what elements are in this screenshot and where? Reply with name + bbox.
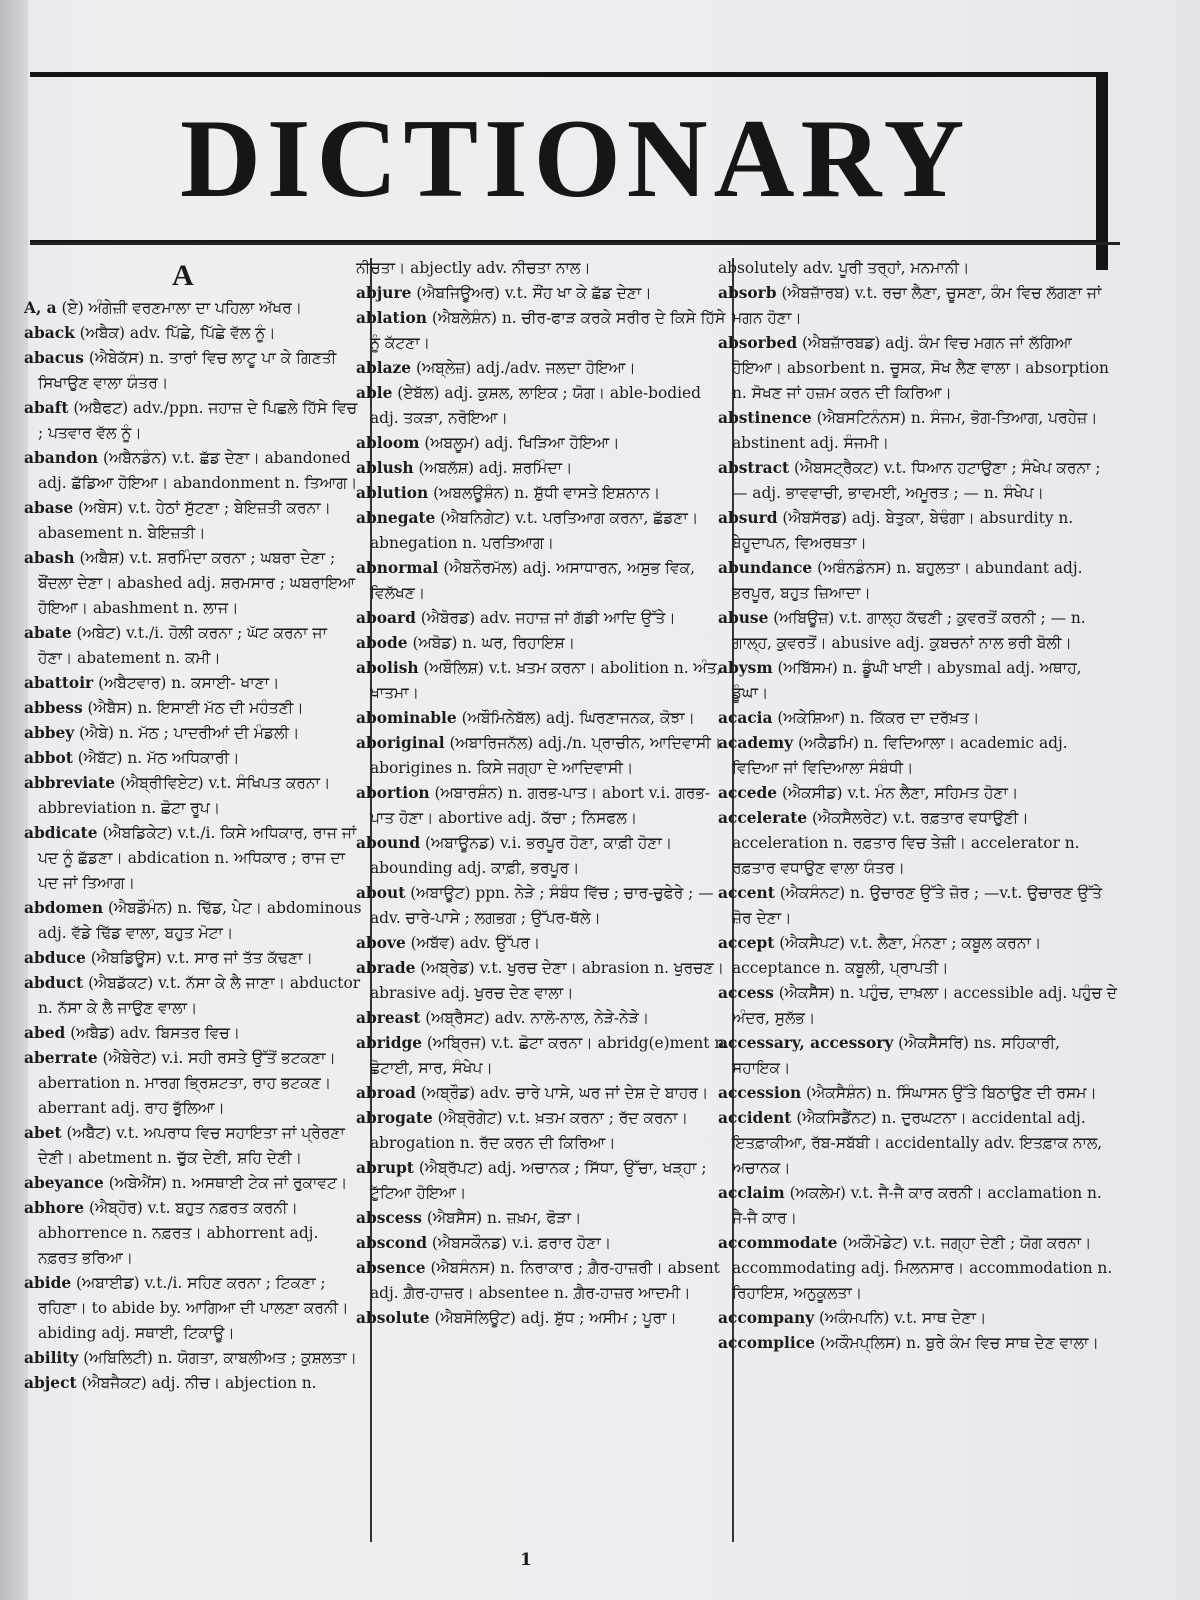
entry-definition: (ਐਬਜਿਊਅਰ) v.t. ਸੌਂਹ ਖਾ ਕੇ ਛੱਡ ਦੇਣਾ। [416,284,652,302]
entry-headword: accompany [718,1309,815,1327]
entry-headword: abloom [356,434,420,452]
dictionary-entry [718,606,1118,656]
entry-headword: abnegate [356,509,436,527]
entry-headword: accept [718,934,775,952]
entry-definition: (ਐਬ੍ਹੋਰ) v.t. ਬਹੁਤ ਨਫ਼ਰਤ ਕਰਨੀ। abhorrence n. ਨਫ਼ਰਤ। abhorrent adj. ਨਫ਼ਰਤ ਭਰਿਆ। [38,1199,319,1267]
entry-headword: abreast [356,1009,421,1027]
entry-headword: about [356,884,406,902]
section-letter: A [172,259,194,292]
entry-headword: abash [24,549,75,567]
entry-headword: abscond [356,1234,427,1252]
dictionary-entry [24,1271,362,1346]
entry-headword: A, a [24,299,57,317]
entry-list [356,256,734,1331]
entry-headword: abstract [718,459,790,477]
column-1 [24,256,362,1546]
entry-definition: (ਅਬੈਟਵਾਰ) n. ਕਸਾਈ- ਖਾਣਾ। [98,674,280,692]
dictionary-entry [356,881,734,931]
dictionary-entry [24,546,362,621]
entry-headword: accent [718,884,775,902]
entry-headword: abdicate [24,824,98,842]
dictionary-entry [24,821,362,896]
entry-headword: abbot [24,749,73,767]
entry-definition: (ਐਬਡਿਊਸ) v.t. ਸਾਰ ਜਾਂ ਤੱਤ ਕੱਢਣਾ। [90,949,313,967]
dictionary-entry [356,256,734,281]
entry-definition: (ਐਬਲੇਸ਼ੰਨ) n. ਚੀਰ-ਫਾੜ ਕਰਕੇ ਸਰੀਰ ਦੇ ਕਿਸੇ ਹਿੱਸੇ ਨੂੰ ਕੱਟਣਾ। [370,309,726,352]
entry-definition: (ਅਬ੍ਰੈਸਟ) adv. ਨਾਲੋ-ਨਾਲ, ਨੇੜੇ-ਨੇੜੇ। [425,1009,650,1027]
dictionary-entry [718,781,1118,806]
dictionary-entry [24,721,362,746]
dictionary-entry [24,396,362,446]
dictionary-entry [718,931,1118,981]
dictionary-entry [356,706,734,731]
dictionary-entry [24,1121,362,1171]
dictionary-entry [718,281,1118,331]
entry-definition: (ਅਬੇਟ) v.t./i. ਹੋਲੀ ਕਰਨਾ ; ਘੱਟ ਕਰਨਾ ਜਾ ਹੋਣਾ। abatement n. ਕਮੀ। [38,624,327,667]
entry-definition: (ਅਬੇਸ) v.t. ਹੇਠਾਂ ਸੁੱਟਣਾ ; ਬੇਇਜ਼ਤੀ ਕਰਨਾ। abasement n. ਬੇਇਜ਼ਤੀ। [38,499,331,542]
entry-headword: abstinence [718,409,812,427]
entry-headword: abrogate [356,1109,433,1127]
entry-definition: (ਐਕਸਿਡੈਂਨਟ) n. ਦੁਰਘਟਨਾ। accidental adj. ਇਤਫ਼ਾਕੀਆ, ਰੱਬ-ਸਬੱਬੀ। accidentally adv. ਇਤਫ਼ਾਕ ਨਾਲ, ਅਚਾਨਕ। [732,1109,1103,1177]
entry-headword: abdomen [24,899,104,917]
entry-definition: (ਅਬਲੱਸ਼) adj. ਸ਼ਰਮਿੰਦਾ। [418,459,573,477]
dictionary-entry [24,1346,362,1371]
entry-definition: (ਐਬੋਰਡ) adv. ਜਹਾਜ਼ ਜਾਂ ਗੱਡੀ ਆਦਿ ਉੱਤੇ। [420,609,676,627]
page-title: DICTIONARY [180,97,971,221]
entry-definition: absolutely adv. ਪੂਰੀ ਤਰ੍ਹਾਂ, ਮਨਮਾਨੀ। [718,259,970,277]
entry-definition: (ਅਕੇਸ਼ਿਆ) n. ਕਿੱਕਰ ਦਾ ਦਰੱਖ਼ਤ। [777,709,980,727]
entry-definition: (ਐਬਡੌਮੰਨ) n. ਢਿੱਡ, ਪੇਟ। abdominous adj. ਵੱਡੇ ਢਿੱਡ ਵਾਲਾ, ਬਹੁਤ ਮੋਟਾ। [38,899,362,942]
dictionary-entry [24,971,362,1021]
dictionary-entry [718,656,1118,706]
entry-headword: abominable [356,709,457,727]
dictionary-entry [356,1206,734,1231]
entry-headword: abacus [24,349,84,367]
entry-headword: ablation [356,309,427,327]
entry-definition: (ਅਕੌਮਪ੍ਲਿਸ) n. ਬੁਰੇ ਕੰਮ ਵਿਚ ਸਾਥ ਦੇਣ ਵਾਲਾ। [819,1334,1099,1352]
entry-headword: abattoir [24,674,94,692]
column-2 [356,256,734,1546]
dictionary-entry [718,706,1118,731]
entry-definition: (ਅਬਲੂਮ) adj. ਖਿੜਿਆ ਹੋਇਆ। [424,434,620,452]
entry-definition: (ਅਬ੍ਰਿਜ) v.t. ਛੋਟਾ ਕਰਨਾ। abridg(e)ment n. ਛੋਟਾਈ, ਸਾਰ, ਸੰਖੇਪ। [370,1034,730,1077]
entry-definition: (ਅਕੈਡਮਿ) n. ਵਿਦਿਆਲਾ। academic adj. ਵਿਦਿਆ ਜਾਂ ਵਿਦਿਆਲਾ ਸੰਬੰਧੀ। [732,734,1068,777]
entry-definition: (ਐਕਸੈਲਰੇਟ) v.t. ਰਫ਼ਤਾਰ ਵਧਾਉਣੀ। acceleration n. ਰਫ਼ਤਾਰ ਵਿਚ ਤੇਜ਼ੀ। accelerator n. ਰਫ਼ਤਾਰ ਵਧਾਉਣ ਵਾਲਾ ਯੰਤਰ। [732,809,1080,877]
entry-headword: aback [24,324,75,342]
entry-headword: aberrate [24,1049,98,1067]
entry-headword: abate [24,624,72,642]
entry-definition: (ਅਬੈਡ) adv. ਬਿਸਤਰ ਵਿਚ। [70,1024,241,1042]
entry-definition: (ਅਬਿੱਸਮ) n. ਡੂੰਘੀ ਖਾਈ। abysmal adj. ਅਥਾਹ, ਡੂੰਘਾ। [732,659,1082,702]
entry-definition: (ਅਬ੍ਲੇਜ਼) adj./adv. ਜਲਦਾ ਹੋਇਆ। [416,359,636,377]
entry-headword: abuse [718,609,769,627]
entry-definition: (ਐਬਸਟ੍ਰੈਕਟ) v.t. ਧਿਆਨ ਹਟਾਉਣਾ ; ਸੰਖੇਪ ਕਰਨਾ ; — adj. ਭਾਵਵਾਚੀ, ਭਾਵਮਈ, ਅਮੂਰਤ ; — n. ਸੰਖੇਪ। [732,459,1101,502]
dictionary-entry [24,1046,362,1121]
entry-definition: (ਐਕਸੈਪਟ) v.t. ਲੈਣਾ, ਮੰਨਣਾ ; ਕਬੂਲ ਕਰਨਾ। acceptance n. ਕਬੂਲੀ, ਪ੍ਰਾਪਤੀ। [732,934,1042,977]
title-frame [30,72,1108,244]
dictionary-entry [24,1371,362,1396]
dictionary-entry [356,831,734,881]
dictionary-entry [356,381,734,431]
entry-headword: aboard [356,609,416,627]
dictionary-entry [356,1156,734,1206]
dictionary-entry [356,281,734,306]
entry-headword: abject [24,1374,77,1392]
dictionary-entry [356,1006,734,1031]
entry-headword: abandon [24,449,99,467]
entry-definition: (ਅਬਿਲਿਟੀ) n. ਯੋਗਤਾ, ਕਾਬਲੀਅਤ ; ਕੁਸ਼ਲਤਾ। [83,1349,357,1367]
entry-definition: (ਅਬਾਊਟ) ppn. ਨੇੜੇ ; ਸੰਬੰਧ ਵਿੱਚ ; ਚਾਰ-ਚੁਫੇਰੇ ; — adv. ਚਾਰੇ-ਪਾਸੇ ; ਲਗਭਗ ; ਉੱਪਰ-ਥੱਲੇ। [370,884,714,927]
entry-headword: abolish [356,659,419,677]
entry-definition: (ਐਬਡੱਕਟ) v.t. ਨੱਸਾ ਕੇ ਲੈ ਜਾਣਾ। abductor n. ਨੱਸਾ ਕੇ ਲੈ ਜਾਉਣ ਵਾਲਾ। [38,974,361,1017]
entry-definition: ਨੀਚਤਾ। abjectly adv. ਨੀਚਤਾ ਨਾਲ। [356,259,591,277]
entry-headword: acclaim [718,1184,785,1202]
dictionary-entry [718,256,1118,281]
title-rule [30,242,1120,245]
dictionary-entry [356,1231,734,1256]
entry-headword: absurd [718,509,778,527]
entry-definition: (ਐਬ੍ਰੀਵਿਏਟ) v.t. ਸੰਖਿਪਤ ਕਰਨਾ। abbreviation n. ਛੋਟਾ ਰੂਪ। [38,774,331,817]
dictionary-entry [718,1306,1118,1331]
entry-headword: aboriginal [356,734,445,752]
entry-headword: accede [718,784,778,802]
entry-definition: (ਅਬਾਈਡ) v.t./i. ਸਹਿਣ ਕਰਨਾ ; ਟਿਕਣਾ ; ਰਹਿਣਾ। to abide by. ਆਗਿਆ ਦੀ ਪਾਲਣਾ ਕਰਨੀ। abiding adj. ਸਥਾਈ, ਟਿਕਾਊ। [38,1274,349,1342]
entry-definition: (ਅਕੌਮੋਡੇਟ) v.t. ਜਗ੍ਹਾ ਦੇਣੀ ; ਯੋਗ ਕਰਨਾ। accommodating adj. ਮਿਲਨਸਾਰ। accommodation n. ਰਿਹਾਇਸ਼, ਅਨੁਕੂਲਤਾ। [732,1234,1113,1302]
entry-definition: (ਐਬੇਕੱਸ) n. ਤਾਰਾਂ ਵਿਚ ਲਾਟੂ ਪਾ ਕੇ ਗਿਣਤੀ ਸਿਖਾਉਣ ਵਾਲਾ ਯੰਤਰ। [38,349,337,392]
entry-headword: abrade [356,959,416,977]
dictionary-entry [718,331,1118,406]
entry-definition: (ਐਬਨਿਗੇਟ) v.t. ਪਰਤਿਆਗ ਕਰਨਾ, ਛੱਡਣਾ। abnegation n. ਪਰਤਿਆਗ। [370,509,699,552]
entry-headword: absolute [356,1309,430,1327]
dictionary-entry [718,981,1118,1031]
dictionary-entry [356,431,734,456]
entry-definition: (ਐਕਸੀਡ) v.t. ਮੰਨ ਲੈਣਾ, ਸਹਿਮਤ ਹੋਣਾ। [781,784,1019,802]
dictionary-entry [24,896,362,946]
entry-headword: acacia [718,709,773,727]
entry-headword: abet [24,1124,62,1142]
dictionary-entry [718,406,1118,456]
dictionary-entry [356,556,734,606]
dictionary-entry [718,1081,1118,1106]
dictionary-entry [24,1021,362,1046]
entry-headword: accessary, accessory [718,1034,894,1052]
entry-definition: (ਐਕਸੈੱਸਰਿ) ns. ਸਹਿਕਾਰੀ, ਸਹਾਇਕ। [732,1034,1060,1077]
entry-headword: abjure [356,284,412,302]
entry-definition: (ਅਬੋਡ) n. ਘਰ, ਰਿਹਾਇਸ਼। [412,634,576,652]
entry-definition: (ਐਬੈਸ) n. ਇਸਾਈ ਮੱਠ ਦੀ ਮਹੰਤਣੀ। [87,699,304,717]
dictionary-entry [356,1031,734,1081]
entry-definition: (ਅਬੌਮਿਨੇਬੱਲ) adj. ਘਿਰਣਾਜਨਕ, ਕੋਝਾ। [461,709,695,727]
dictionary-entry [718,1231,1118,1306]
entry-headword: abundance [718,559,813,577]
entry-definition: (ਅਬ੍ਰੇਡ) v.t. ਖੁਰਚ ਦੇਣਾ। abrasion n. ਖੁਰਚਣ। abrasive adj. ਖੁਰਚ ਦੇਣ ਵਾਲਾ। [370,959,724,1002]
entry-list [24,296,362,1396]
page-number: 1 [520,1550,532,1570]
entry-headword: ablution [356,484,429,502]
entry-headword: abide [24,1274,72,1292]
entry-headword: absence [356,1259,426,1277]
entry-headword: abound [356,834,421,852]
dictionary-entry [718,806,1118,881]
entry-headword: ablaze [356,359,412,377]
entry-headword: above [356,934,406,952]
entry-definition: (ਅਬਲਊਸ਼ੰਨ) n. ਸ਼ੁੱਧੀ ਵਾਸਤੇ ਇਸ਼ਨਾਨ। [433,484,661,502]
column-3 [718,256,1118,1546]
dictionary-entry [718,1331,1118,1356]
dictionary-entry [356,481,734,506]
entry-headword: abroad [356,1084,416,1102]
dictionary-entry [24,621,362,671]
dictionary-entry [24,321,362,346]
entry-headword: abortion [356,784,430,802]
entry-headword: abysm [718,659,773,677]
dictionary-entry [356,606,734,631]
dictionary-entry [24,1196,362,1271]
entry-definition: (ਐਬ੍ਰੱਪਟ) adj. ਅਚਾਨਕ ; ਸਿੱਧਾ, ਉੱਚਾ, ਖੜ੍ਹਾ ; ਟੁੱਟਿਆ ਹੋਇਆ। [370,1159,707,1202]
entry-headword: abbey [24,724,75,742]
entry-definition: (ਅਕੰਮਪਨਿ) v.t. ਸਾਥ ਦੇਣਾ। [819,1309,987,1327]
entry-definition: (ਐਬੇ) n. ਮੱਠ ; ਪਾਦਰੀਆਂ ਦੀ ਮੰਡਲੀ। [79,724,300,742]
dictionary-entry [24,696,362,721]
entry-definition: (ਐਬਸੈਸ) n. ਜ਼ਖ਼ਮ, ਫੋੜਾ। [426,1209,582,1227]
dictionary-entry [24,496,362,546]
entry-headword: abduce [24,949,86,967]
entry-definition: (ਐਬਜੈਕਟ) adj. ਨੀਚ। abjection n. [81,1374,317,1392]
entry-headword: accelerate [718,809,808,827]
entry-definition: (ਅਕਲੇਮ) v.t. ਜੈ-ਜੈ ਕਾਰ ਕਰਨੀ। acclamation n. ਜੈ-ਜੈ ਕਾਰ। [732,1184,1102,1227]
entry-headword: accession [718,1084,802,1102]
dictionary-entry [718,556,1118,606]
dictionary-entry [356,956,734,1006]
dictionary-entry [24,946,362,971]
dictionary-entry [356,656,734,706]
entry-definition: (ਅਬਾਰਸ਼ੰਨ) n. ਗਰਭ-ਪਾਤ। abort v.i. ਗਰਭ-ਪਾਤ ਹੋਣਾ। abortive adj. ਕੱਚਾ ; ਨਿਸਫਲ। [370,784,711,827]
entry-headword: abscess [356,1209,422,1227]
entry-headword: absorb [718,284,777,302]
dictionary-entry [24,671,362,696]
dictionary-entry [718,506,1118,556]
entry-headword: abduct [24,974,84,992]
dictionary-entry [718,456,1118,506]
dictionary-entry [24,446,362,496]
dictionary-entry [718,1181,1118,1231]
dictionary-entry [356,506,734,556]
dictionary-entry [718,881,1118,931]
entry-headword: abode [356,634,408,652]
entry-headword: abaft [24,399,69,417]
dictionary-entry [356,781,734,831]
dictionary-entry [356,731,734,781]
entry-definition: (ਐਬਸੰਨਸ) n. ਨਿਰਾਕਾਰ ; ਗ਼ੈਰ-ਹਾਜ਼ਰੀ। absent adj. ਗ਼ੈਰ-ਹਾਜ਼ਰ। absentee n. ਗ਼ੈਰ-ਹਾਜ਼ਰ ਆਦਮੀ। [370,1259,720,1302]
entry-definition: (ਅਬੈੱਟ) v.t. ਅਪਰਾਧ ਵਿਚ ਸਹਾਇਤਾ ਜਾਂ ਪ੍ਰੇਰਣਾ ਦੇਣੀ। abetment n. ਚੁੱਕ ਦੇਣੀ, ਸ਼ਹਿ ਦੇਣੀ। [38,1124,345,1167]
entry-definition: (ਅਬੰਨਡੰਨਸ) n. ਬਹੁਲਤਾ। abundant adj. ਭਰਪੂਰ, ਬਹੁਤ ਜ਼ਿਆਦਾ। [732,559,1083,602]
dictionary-entry [356,356,734,381]
dictionary-entry [24,1171,362,1196]
dictionary-entry [718,731,1118,781]
entry-headword: able [356,384,393,402]
entry-headword: abnormal [356,559,439,577]
dictionary-entry [356,1306,734,1331]
entry-definition: (ਐਬੇਰੇਟ) v.i. ਸਹੀ ਰਸਤੇ ਉੱਤੋਂ ਭਟਕਣਾ। aberration n. ਮਾਰਗ ਭ੍ਰਿਸ਼ਟਤਾ, ਰਾਹ ਭਟਕਣ। aberrant adj. ਰਾਹ ਭੁੱਲਿਆ। [38,1049,336,1117]
entry-headword: ability [24,1349,79,1367]
entry-definition: (ਅਬੈਸ਼) v.t. ਸ਼ਰਮਿੰਦਾ ਕਰਨਾ ; ਘਬਰਾ ਦੇਣਾ ; ਬੌਂਦਲਾ ਦੇਣਾ। abashed adj. ਸ਼ਰਮਸਾਰ ; ਘਬਰਾਇਆ ਹੋਇਆ। abashment n. ਲਾਜ। [38,549,356,617]
entry-headword: abeyance [24,1174,104,1192]
entry-definition: (ਅਬੌਲਿਸ਼) v.t. ਖ਼ਤਮ ਕਰਨਾ। abolition n. ਅੰਤ, ਖ਼ਾਤਮਾ। [370,659,722,702]
dictionary-entry [24,296,362,321]
entry-definition: (ਅਬਿਊਜ਼) v.t. ਗਾਲ੍ਹ ਕੱਢਣੀ ; ਕੁਵਰਤੋਂ ਕਰਨੀ ; — n. ਗਾਲ੍ਹ, ਕੁਵਰਤੋਂ। abusive adj. ਕੁਬਚਨਾਂ ਨਾਲ ਭਰੀ ਬੋਲੀ। [732,609,1086,652]
entry-definition: (ਐਬਸਕੌਨਡ) v.i. ਫ਼ਰਾਰ ਹੋਣਾ। [431,1234,612,1252]
entry-definition: (ਅਬੈਨਡੰਨ) v.t. ਛੱਡ ਦੇਣਾ। abandoned adj. ਛੱਡਿਆ ਹੋਇਆ। abandonment n. ਤਿਆਗ। [38,449,358,492]
entry-definition: (ਐਬਸੋਲਿਊਟ) adj. ਸ਼ੁੱਧ ; ਅਸੀਮ ; ਪੂਰਾ। [434,1309,677,1327]
dictionary-entry [356,456,734,481]
entry-headword: abbess [24,699,83,717]
entry-definition: (ਐਬਸਟਿਨੰਨਸ) n. ਸੰਜਮ, ਭੋਗ-ਤਿਆਗ, ਪਰਹੇਜ਼। abstinent adj. ਸੰਜਮੀ। [732,409,1098,452]
entry-definition: (ਐਕਸੰਨਟ) n. ਉਚਾਰਣ ਉੱਤੇ ਜ਼ੋਰ ; —v.t. ਉਚਾਰਣ ਉੱਤੇ ਜ਼ੋਰ ਦੇਣਾ। [732,884,1102,927]
dictionary-entry [718,1106,1118,1181]
entry-definition: (ਐਬਸੱਰਡ) adj. ਬੇਤੁਕਾ, ਬੇਢੰਗਾ। absurdity n. ਬੇਹੂਦਾਪਨ, ਵਿਅਰਥਤਾ। [732,509,1074,552]
entry-definition: (ਐਬਜ਼ਾੱਰਬ) v.t. ਰਚਾ ਲੈਣਾ, ਚੂਸਣਾ, ਕੰਮ ਵਿਚ ਲੱਗਣਾ ਜਾਂ ਮਗਨ ਹੋਣਾ। [732,284,1102,327]
entry-definition: (ਏ) ਅੰਗੇਜ਼ੀ ਵਰਣਮਾਲਾ ਦਾ ਪਹਿਲਾ ਅੱਖਰ। [61,299,303,317]
entry-headword: access [718,984,774,1002]
entry-headword: abridge [356,1034,423,1052]
dictionary-entry [24,746,362,771]
dictionary-entry [24,346,362,396]
entry-headword: accommodate [718,1234,838,1252]
entry-definition: (ਅਬੱਵ) adv. ਉੱਪਰ। [410,934,541,952]
entry-headword: abase [24,499,74,517]
entry-definition: (ਏਬੱਲ) adj. ਕੁਸ਼ਲ, ਲਾਇਕ ; ਯੋਗ। able-bodied adj. ਤਕੜਾ, ਨਰੋਇਆ। [370,384,701,427]
entry-definition: (ਅਬ੍ਰੌਡ) adv. ਚਾਰੇ ਪਾਸੇ, ਘਰ ਜਾਂ ਦੇਸ਼ ਦੇ ਬਾਹਰ। [420,1084,709,1102]
entry-definition: (ਅਬੈਫਟ) adv./ppn. ਜਹਾਜ਼ ਦੇ ਪਿਛਲੇ ਹਿੱਸੇ ਵਿਚ ; ਪਤਵਾਰ ਵੱਲ ਨੂੰ। [38,399,358,442]
entry-definition: (ਅਬਾਰਿਜਨੱਲ) adj./n. ਪ੍ਰਾਚੀਨ, ਆਦਿਵਾਸੀ। aborigines n. ਕਿਸੇ ਜਗ੍ਹਾ ਦੇ ਆਦਿਵਾਸੀ। [370,734,722,777]
dictionary-entry [356,306,734,356]
dictionary-entry [24,771,362,821]
entry-headword: abrupt [356,1159,414,1177]
entry-definition: (ਅਬਾਊਨਡ) v.i. ਭਰਪੂਰ ਹੋਣਾ, ਕਾਫ਼ੀ ਹੋਣਾ। abounding adj. ਕਾਫ਼ੀ, ਭਰਪੂਰ। [370,834,673,877]
entry-definition: (ਐਬਡਿਕੇਟ) v.t./i. ਕਿਸੇ ਅਧਿਕਾਰ, ਰਾਜ ਜਾਂ ਪਦ ਨੂੰ ਛੱਡਣਾ। abdication n. ਅਧਿਕਾਰ ; ਰਾਜ ਦਾ ਪਦ ਜਾਂ ਤਿਆਗ। [38,824,357,892]
entry-definition: (ਐਕਸੈਸ਼ੰਨ) n. ਸਿੰਘਾਸਨ ਉੱਤੇ ਬਿਠਾਉਣ ਦੀ ਰਸਮ। [806,1084,1097,1102]
entry-headword: academy [718,734,794,752]
entry-definition: (ਐਬਨੌਰਮੱਲ) adj. ਅਸਾਧਾਰਨ, ਅਸੁਭ ਵਿਕ, ਵਿਲੱਖਣ। [370,559,696,602]
entry-list [718,256,1118,1356]
dictionary-entry [356,1256,734,1306]
dictionary-entry [718,1031,1118,1081]
dictionary-entry [356,631,734,656]
entry-headword: ablush [356,459,414,477]
entry-headword: abhore [24,1199,85,1217]
entry-definition: (ਐਬਜ਼ਾੱਰਬਡ) adj. ਕੰਮ ਵਿਚ ਮਗਨ ਜਾਂ ਲੱਗਿਆ ਹੋਇਆ। absorbent n. ਚੂਸਕ, ਸੋਖ ਲੈਣ ਵਾਲਾ। absorption n. ਸੋਖਣ ਜਾਂ ਹਜ਼ਮ ਕਰਨ ਦੀ ਕਿਰਿਆ। [732,334,1109,402]
entry-headword: accident [718,1109,792,1127]
dictionary-entry [356,1081,734,1106]
entry-headword: abed [24,1024,66,1042]
entry-definition: (ਐਕਸੈੱਸ) n. ਪਹੁੰਚ, ਦਾਖ਼ਲਾ। accessible adj. ਪਹੁੰਚ ਦੇ ਅੰਦਰ, ਸੁਲੱਭ। [732,984,1117,1027]
entry-definition: (ਅਬੇਐਂਸ) n. ਅਸਥਾਈ ਟੇਕ ਜਾਂ ਰੁਕਾਵਟ। [108,1174,348,1192]
entry-definition: (ਐਬ੍ਰੋਗੇਟ) v.t. ਖ਼ਤਮ ਕਰਨਾ ; ਰੱਦ ਕਰਨਾ। abrogation n. ਰੱਦ ਕਰਨ ਦੀ ਕਿਰਿਆ। [370,1109,688,1152]
entry-definition: (ਅਬੈਕ) adv. ਪਿੱਛੇ, ਪਿੱਛੇ ਵੱਲ ਨੂੰ। [79,324,276,342]
dictionary-entry [356,1106,734,1156]
entry-headword: absorbed [718,334,798,352]
dictionary-entry [356,931,734,956]
entry-definition: (ਐਬੱਟ) n. ਮੱਠ ਅਧਿਕਾਰੀ। [77,749,240,767]
entry-headword: abbreviate [24,774,116,792]
entry-headword: accomplice [718,1334,815,1352]
